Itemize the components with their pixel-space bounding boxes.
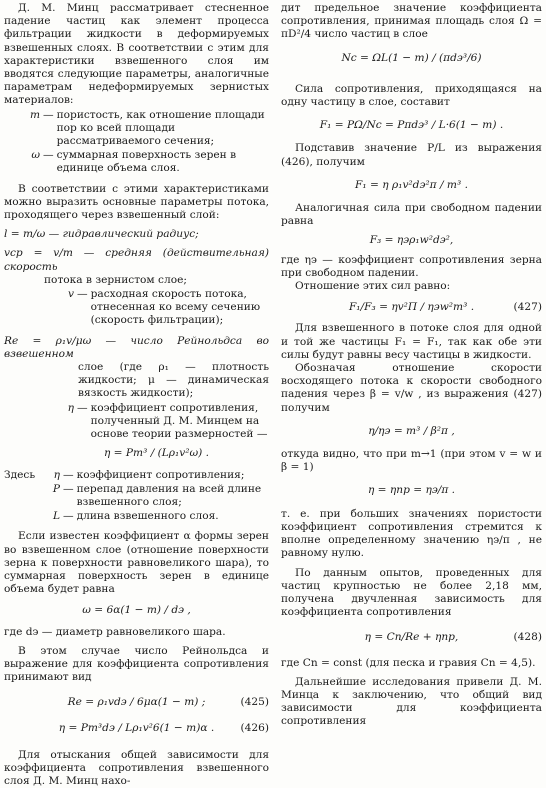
formula-eta: η = Pm³ / (Lρ₁v²ω) . — [103, 447, 210, 460]
paragraph: Дальнейшие исследования привели Д. М. Минца к заключению, что общий вид зависимости для коэффициента сопротивления — [281, 675, 542, 728]
equation-425: Re = ρ₁vdэ / 6μα(1 − m) ; (425) — [67, 696, 269, 709]
paragraph: Обозначая отношение скорости восходящего потока к скорости свободного падения через β = v/w , из выражения (427) получим — [281, 362, 542, 414]
formula-reynolds: Re = ρ₁v/μω — число Рейнольдса во взвешенном — [4, 334, 269, 360]
definition-L: L — длина взвешенного слоя. — [52, 510, 219, 523]
paragraph: Аналогичная сила при свободном падении равна — [281, 202, 542, 228]
equation-426: η = Pm³dэ / Lρ₁v²6(1 − m)α . (426) — [58, 721, 269, 734]
formula-continuation: потока в зернистом слое; — [44, 273, 187, 286]
paragraph: В этом случае число Рейнольдса и выражение для коэффициента сопротивления принимают вид — [4, 644, 269, 684]
formula-continuation: слое (где ρ₁ — плотность жидкости; μ — динамическая вязкость жидкости); — [78, 361, 269, 400]
left-column — [4, 2, 269, 788]
formula-limit: η = ηпр = ηэ/π . — [367, 484, 456, 497]
formula-f3: F₃ = ηэρ₁w²dэ², — [369, 234, 454, 247]
definition-m: m — пористость, как отношение площади пор ко всей площади рассматриваемого сечения; — [29, 108, 265, 148]
equation-427: F₁/F₃ = ηv²Π / ηэw²m³ . (427) — [348, 301, 542, 314]
paragraph: Для взвешенного в потоке слоя для одной и той же частицы F₁ = F₁, так как обе эти силы будут равны весу частицы в жидкости. — [281, 322, 542, 361]
paragraph: дит предельное значение коэффициента сопротивления, принимая площадь слоя Ω = πD²/4 число частиц в слое — [281, 2, 542, 41]
formula-mean-velocity: vср = v/m — средняя (действительная) скорость — [4, 247, 269, 273]
definition-omega: ω — суммарная поверхность зерен в единице объема слоя. — [31, 149, 237, 175]
formula-omega: ω = 6α(1 − m) / dэ , — [82, 604, 191, 617]
definition-eta-2: Здесь η — коэффициент сопротивления; — [4, 468, 245, 481]
paragraph: Сила сопротивления, приходящаяся на одну частицу в слое, составит — [281, 82, 542, 109]
formula-f1-substituted: F₁ = η ρ₁v²dэ²π / m³ . — [355, 178, 468, 191]
where-eta-e: где ηэ — коэффициент сопротивления зерна при свободном падении. — [281, 253, 542, 279]
paragraph: В соответствии с этими характеристиками можно выразить основные параметры потока, проходящего через взвешенный слой: — [4, 182, 269, 222]
paragraph: По данным опытов, проведенных для частиц крупностью не более 2,18 мм, получена двучленная зависимость для коэффициента сопротивления — [281, 566, 542, 619]
where-de: где dэ — диаметр равновеликого шара. — [4, 625, 226, 638]
formula-hydraulic-radius: l = m/ω — гидравлический радиус; — [4, 228, 199, 241]
paragraph: Д. М. Минц рассматривает стесненное падение частиц как элемент процесса фильтрации жидкости в деформируемых взвешенных слоях. В соответствии с этим для характеристики взвешенного слоя им вводятся следующие параметры, аналогичные параметрам недеформируемых зернистых материалов: — [4, 2, 269, 107]
formula-f1: F₁ = PΩ/Nc = Pπdэ³ / L·6(1 − m) . — [319, 119, 504, 132]
paragraph: Если известен коэффициент α формы зерен во взвешенном слое (отношение поверхности зерна к поверхности равновеликого шара), то суммарная поверхность зерен в единице объема будет равна — [4, 530, 269, 596]
right-column — [281, 2, 542, 729]
paragraph: откуда видно, что при m→1 (при этом v = w и β = 1) — [281, 448, 542, 474]
definition-P: P — перепад давления на всей длине взвешенного слоя; — [52, 482, 262, 508]
paragraph: Отношение этих сил равно: — [295, 280, 451, 293]
paragraph: Для отыскания общей зависимости для коэффициента сопротивления взвешенного слоя Д. М. Минц нахо- — [4, 748, 269, 788]
definition-eta: η — коэффициент сопротивления, полученный Д. М. Минцем на основе теории размерностей — — [67, 401, 268, 441]
formula-beta: η/ηэ = m³ / β²π , — [368, 424, 455, 437]
definition-v: v — расходная скорость потока, отнесенная ко всему сечению (скорость фильтрации); — [68, 288, 261, 327]
equation-428: η = Cn/Re + ηпр, (428) — [364, 631, 542, 644]
paragraph: Подставив значение P/L из выражения (426), получим — [281, 142, 542, 168]
paragraph: т. е. при больших значениях пористости коэффициент сопротивления стремится к вполне определенному значению ηэ/π , не равному нулю. — [281, 507, 542, 560]
formula-nc: Nc = ΩL(1 − m) / (πdэ³/6) — [341, 51, 482, 64]
paragraph: где Cn = const (для песка и гравия Cn = 4,5). — [281, 656, 536, 669]
